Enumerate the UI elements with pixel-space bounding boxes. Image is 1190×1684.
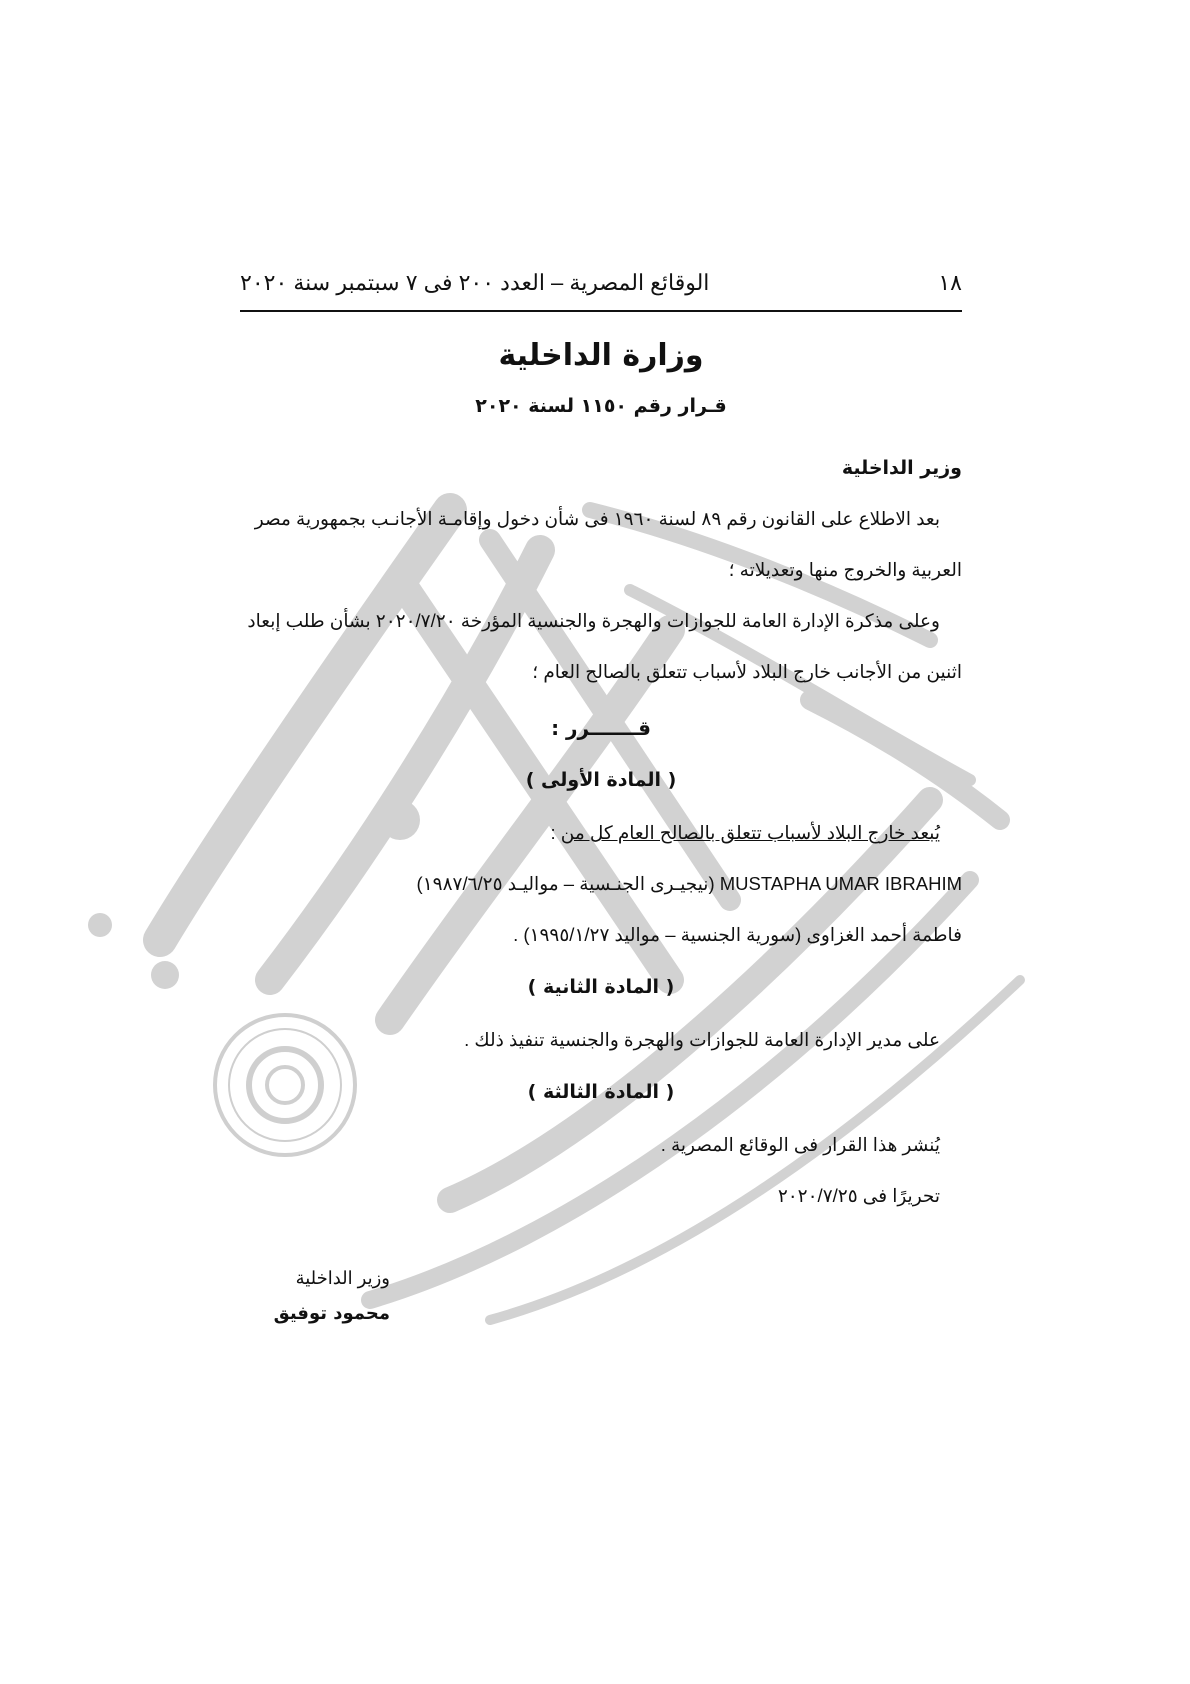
person-1-details: (نيجيـرى الجنـسية – مواليـد ١٩٨٧/٦/٢٥) bbox=[416, 873, 715, 894]
header-rule bbox=[240, 310, 962, 312]
article-1-heading: ( المادة الأولى ) bbox=[525, 769, 677, 791]
person-1-latin-name: MUSTAPHA UMAR IBRAHIM bbox=[719, 873, 962, 894]
signature-name: محمود توفيق bbox=[273, 1303, 390, 1324]
article-2-heading: ( المادة الثانية ) bbox=[527, 976, 675, 998]
article-1-intro: يُبعد خارج البلاد لأسباب تتعلق بالصالح العام كل من bbox=[560, 822, 940, 843]
signature-block bbox=[250, 1268, 390, 1324]
date-line: تحريرًا فى ٢٠٢٠/٧/٢٥ bbox=[777, 1185, 940, 1206]
running-header bbox=[240, 270, 962, 306]
article-3-text: يُنشر هذا القرار فى الوقائع المصرية . bbox=[660, 1134, 940, 1155]
person-2: فاطمة أحمد الغزاوى (سورية الجنسية – مواليد ١٩٩٥/١/٢٧) . bbox=[513, 924, 962, 945]
article-1-intro-line bbox=[240, 807, 962, 858]
ministry-title: وزارة الداخلية bbox=[498, 338, 704, 373]
person-1 bbox=[240, 858, 962, 909]
preamble-paragraph-1: بعد الاطلاع على القانون رقم ٨٩ لسنة ١٩٦٠ فى شأن دخول وإقامـة الأجانـب بجمهورية مصر العربية والخروج منها وتعديلاته ؛ bbox=[254, 508, 962, 580]
article-1-intro-suffix: : bbox=[550, 822, 561, 843]
preamble-paragraph-2: وعلى مذكرة الإدارة العامة للجوازات والهجرة والجنسية المؤرخة ٢٠٢٠/٧/٢٠ بشأن طلب إبعاد اثنين من الأجانب خارج البلاد لأسباب تتعلق بالصالح العام ؛ bbox=[247, 610, 962, 682]
publication-line: الوقائع المصرية – العدد ٢٠٠ فى ٧ سبتمبر سنة ٢٠٢٠ bbox=[240, 270, 710, 295]
decree-title: قـرار رقم ١١٥٠ لسنة ٢٠٢٠ bbox=[475, 395, 727, 417]
page-number: ١٨ bbox=[938, 270, 962, 295]
issuer-heading: وزير الداخلية bbox=[841, 457, 962, 479]
decides-heading: قـــــــرر : bbox=[551, 716, 651, 740]
article-2-text: على مدير الإدارة العامة للجوازات والهجرة والجنسية تنفيذ ذلك . bbox=[464, 1029, 940, 1050]
article-3-heading: ( المادة الثالثة ) bbox=[527, 1081, 675, 1103]
document-content bbox=[240, 270, 962, 1221]
signature-title: وزير الداخلية bbox=[295, 1268, 390, 1288]
